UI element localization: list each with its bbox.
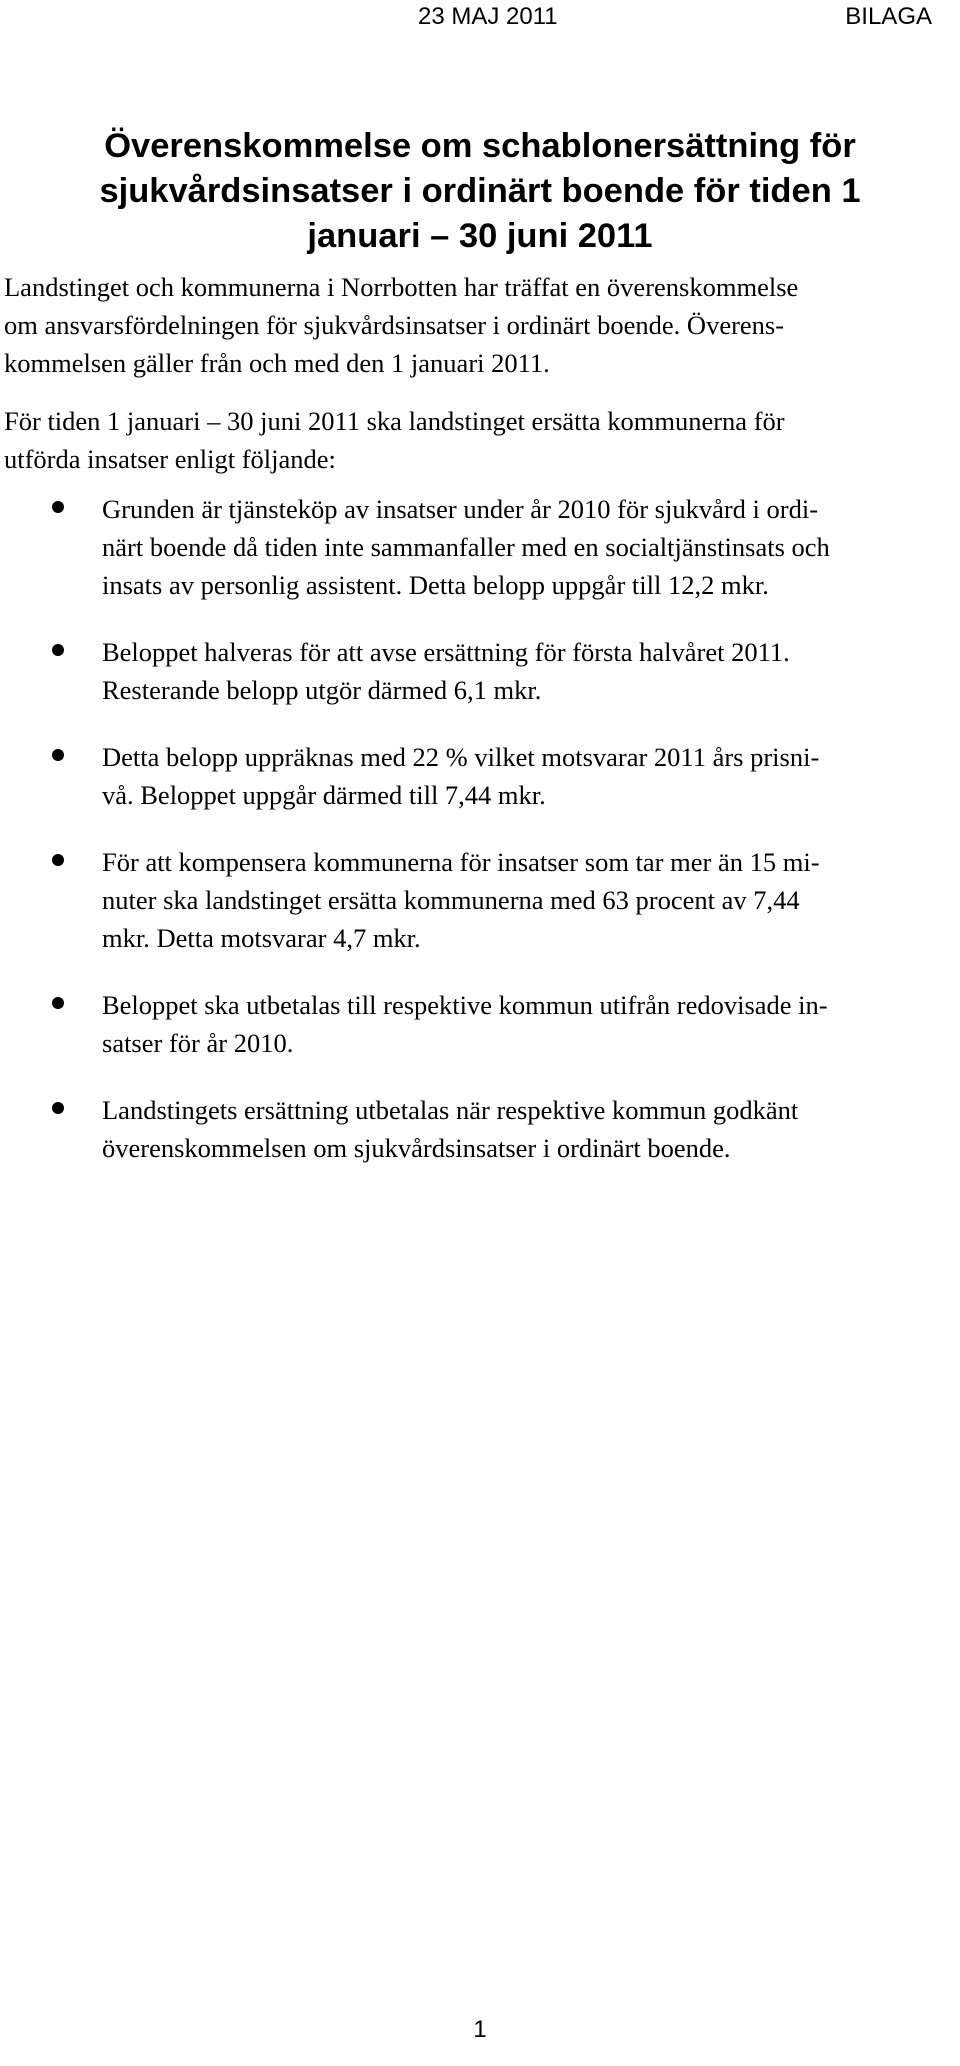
header-date: 23 MAJ 2011 [418, 3, 558, 30]
bullet-line: Detta belopp uppräknas med 22 % vilket motsvarar 2011 års prisni- [102, 742, 820, 772]
bullet-line: nuter ska landstinget ersätta kommunerna med 63 procent av 7,44 [102, 885, 800, 915]
header-tag: BILAGA [845, 3, 932, 30]
bullet-line: Beloppet halveras för att avse ersättning för första halvåret 2011. [102, 637, 790, 667]
bullet-item [0, 490, 932, 604]
bullet-item [0, 738, 932, 814]
bullet-dot-icon [52, 997, 64, 1009]
lead-line: För tiden 1 januari – 30 juni 2011 ska landstinget ersätta kommunerna för [4, 406, 785, 436]
bullet-dot-icon [52, 749, 64, 761]
page-number: 1 [473, 2016, 487, 2043]
lead-paragraph [4, 402, 934, 478]
bullet-line: satser för år 2010. [102, 1028, 294, 1058]
bullet-item [0, 843, 932, 957]
bullet-line: Beloppet ska utbetalas till respektive kommun utifrån redovisade in- [102, 990, 828, 1020]
intro-paragraph [4, 268, 934, 382]
bullet-dot-icon [52, 1102, 64, 1114]
document-title [0, 124, 960, 259]
bullet-line: närt boende då tiden inte sammanfaller med en socialtjänstinsats och [102, 532, 830, 562]
bullet-item [0, 986, 932, 1062]
bullet-line: vå. Beloppet uppgår därmed till 7,44 mkr. [102, 780, 546, 810]
bullet-line: Grunden är tjänsteköp av insatser under år 2010 för sjukvård i ordi- [102, 494, 819, 524]
bullet-line: Landstingets ersättning utbetalas när respektive kommun godkänt [102, 1095, 799, 1125]
bullet-line: insats av personlig assistent. Detta belopp uppgår till 12,2 mkr. [102, 570, 769, 600]
lead-line: utförda insatser enligt följande: [4, 444, 336, 474]
bullet-dot-icon [52, 854, 64, 866]
bullet-item [0, 633, 932, 709]
bullet-line: Resterande belopp utgör därmed 6,1 mkr. [102, 675, 542, 705]
bullet-line: För att kompensera kommunerna för insatser som tar mer än 15 mi- [102, 847, 820, 877]
bullet-dot-icon [52, 644, 64, 656]
bullet-item [0, 1091, 932, 1167]
title-line: januari – 30 juni 2011 [307, 217, 653, 255]
title-line: sjukvårdsinsatser i ordinärt boende för tiden 1 [99, 172, 861, 210]
bullet-list [0, 490, 960, 1196]
bullet-line: mkr. Detta motsvarar 4,7 mkr. [102, 923, 421, 953]
intro-line: kommelsen gäller från och med den 1 januari 2011. [4, 348, 550, 378]
intro-line: Landstinget och kommunerna i Norrbotten har träffat en överenskommelse [4, 272, 799, 302]
intro-line: om ansvarsfördelningen för sjukvårdsinsatser i ordinärt boende. Överens- [4, 310, 785, 340]
bullet-dot-icon [52, 501, 64, 513]
bullet-line: överenskommelsen om sjukvårdsinsatser i ordinärt boende. [102, 1133, 731, 1163]
title-line: Överenskommelse om schablonersättning för [104, 127, 856, 165]
